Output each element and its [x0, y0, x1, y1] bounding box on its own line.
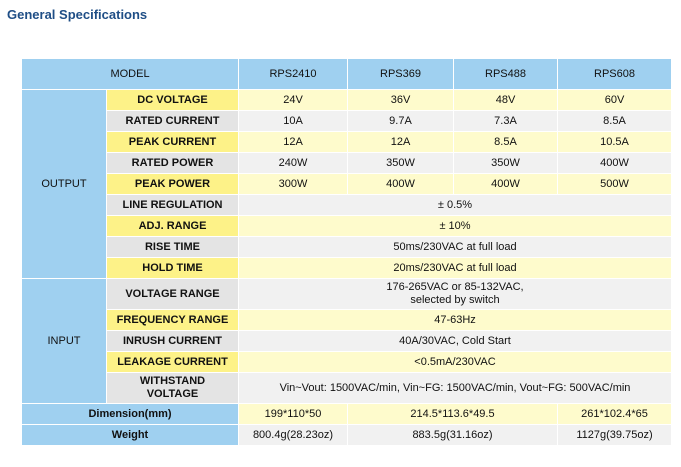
table-cell: 500W: [558, 174, 672, 195]
row-label: LINE REGULATION: [107, 195, 239, 216]
row-label: HOLD TIME: [107, 258, 239, 279]
table-row: [22, 132, 672, 153]
table-cell: 40A/30VAC, Cold Start: [239, 331, 672, 352]
model-rps608: RPS608: [558, 59, 672, 90]
table-row: [22, 153, 672, 174]
table-cell: 199*110*50: [239, 404, 348, 425]
model-rps369: RPS369: [348, 59, 454, 90]
table-cell: 24V: [239, 90, 348, 111]
table-cell: 12A: [239, 132, 348, 153]
weight-label: Weight: [22, 425, 239, 446]
table-cell: 12A: [348, 132, 454, 153]
row-label: PEAK POWER: [107, 174, 239, 195]
table-cell: 50ms/230VAC at full load: [239, 237, 672, 258]
table-header-row: [22, 59, 672, 90]
row-label: RATED CURRENT: [107, 111, 239, 132]
table-cell: 47-63Hz: [239, 310, 672, 331]
table-cell: 10.5A: [558, 132, 672, 153]
table-cell: 36V: [348, 90, 454, 111]
table-cell: ± 10%: [239, 216, 672, 237]
output-group-label: OUTPUT: [22, 90, 107, 279]
model-header: MODEL: [22, 59, 239, 90]
table-cell: 300W: [239, 174, 348, 195]
table-cell: 8.5A: [558, 111, 672, 132]
row-label: VOLTAGE RANGE: [107, 279, 239, 310]
table-row: [22, 331, 672, 352]
voltage-range-line2: selected by switch: [410, 294, 500, 306]
table-cell: 48V: [454, 90, 558, 111]
table-row: [22, 352, 672, 373]
table-cell: <0.5mA/230VAC: [239, 352, 672, 373]
table-cell: 8.5A: [454, 132, 558, 153]
row-label: RISE TIME: [107, 237, 239, 258]
page-title: General Specifications: [7, 7, 148, 22]
table-cell: 240W: [239, 153, 348, 174]
table-cell: 350W: [454, 153, 558, 174]
table-row: [22, 373, 672, 404]
dimension-label: Dimension(mm): [22, 404, 239, 425]
row-label: LEAKAGE CURRENT: [107, 352, 239, 373]
model-rps488: RPS488: [454, 59, 558, 90]
table-cell: 400W: [558, 153, 672, 174]
row-label: DC VOLTAGE: [107, 90, 239, 111]
table-cell: 9.7A: [348, 111, 454, 132]
row-label: PEAK CURRENT: [107, 132, 239, 153]
table-cell: Vin~Vout: 1500VAC/min, Vin~FG: 1500VAC/min, Vout~FG: 500VAC/min: [239, 373, 672, 404]
table-row: [22, 174, 672, 195]
table-cell: 20ms/230VAC at full load: [239, 258, 672, 279]
table-row: [22, 195, 672, 216]
row-label: INRUSH CURRENT: [107, 331, 239, 352]
table-row: [22, 310, 672, 331]
table-cell: 60V: [558, 90, 672, 111]
table-row: [22, 279, 672, 310]
specifications-table: [21, 58, 672, 446]
row-label: ADJ. RANGE: [107, 216, 239, 237]
model-rps2410: RPS2410: [239, 59, 348, 90]
withstand-label-line1: WITHSTAND: [139, 375, 206, 387]
table-cell: 261*102.4*65: [558, 404, 672, 425]
table-row: [22, 90, 672, 111]
table-cell: 214.5*113.6*49.5: [348, 404, 558, 425]
input-group-label: INPUT: [22, 279, 107, 404]
table-cell: 7.3A: [454, 111, 558, 132]
table-row: [22, 111, 672, 132]
withstand-label-line2: VOLTAGE: [146, 388, 199, 400]
row-label: RATED POWER: [107, 153, 239, 174]
table-cell: [239, 279, 672, 310]
table-cell: 350W: [348, 153, 454, 174]
row-label: FREQUENCY RANGE: [107, 310, 239, 331]
table-row: [22, 216, 672, 237]
table-cell: 883.5g(31.16oz): [348, 425, 558, 446]
table-cell: ± 0.5%: [239, 195, 672, 216]
table-cell: 400W: [454, 174, 558, 195]
table-row: [22, 404, 672, 425]
table-cell: 400W: [348, 174, 454, 195]
table-row: [22, 258, 672, 279]
table-cell: 10A: [239, 111, 348, 132]
voltage-range-line1: 176-265VAC or 85-132VAC,: [386, 281, 524, 293]
row-label: [107, 373, 239, 404]
table-cell: 800.4g(28.23oz): [239, 425, 348, 446]
table-cell: 1127g(39.75oz): [558, 425, 672, 446]
table-row: [22, 237, 672, 258]
table-row: [22, 425, 672, 446]
